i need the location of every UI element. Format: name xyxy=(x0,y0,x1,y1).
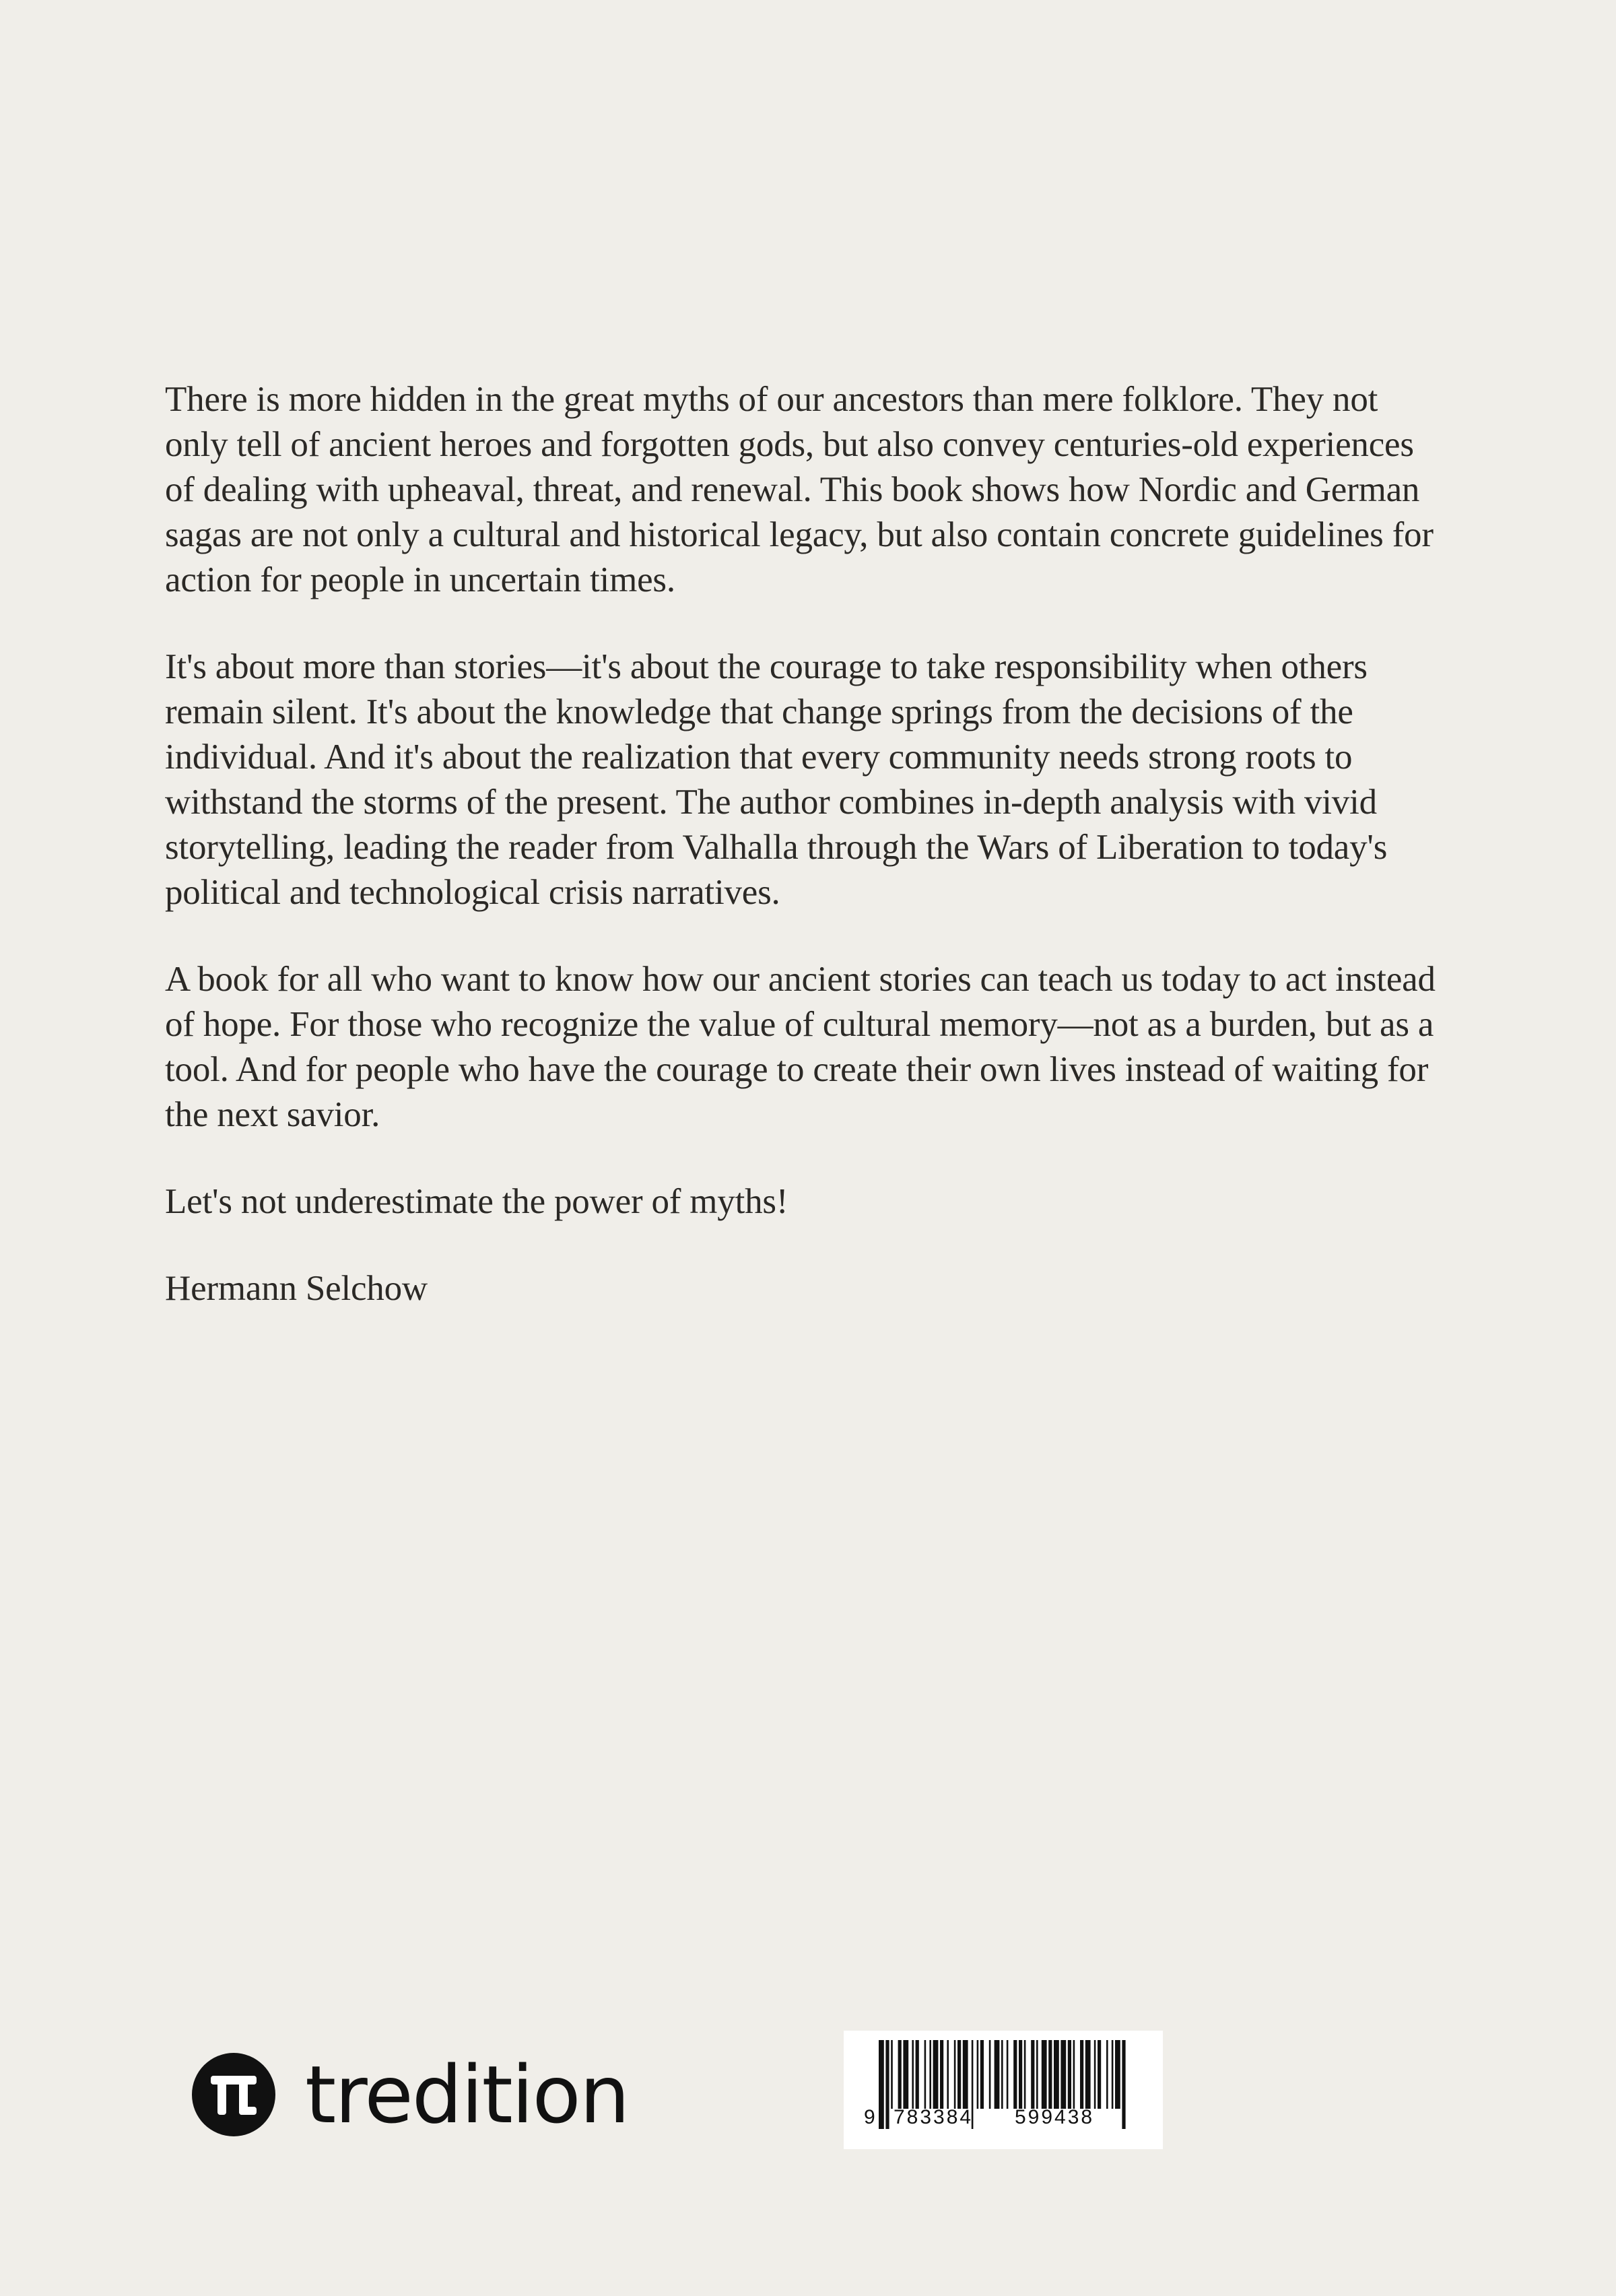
barcode-bar xyxy=(1060,2040,1066,2109)
publisher-name: tredition xyxy=(305,2048,629,2141)
barcode-bar xyxy=(957,2040,961,2109)
barcode-bar xyxy=(1073,2040,1075,2109)
barcode-bar xyxy=(1042,2040,1047,2109)
barcode-bar xyxy=(1106,2040,1108,2109)
isbn-barcode xyxy=(844,2031,1163,2149)
barcode-lead-digit: 9 xyxy=(864,2106,877,2128)
barcode-bar xyxy=(924,2040,927,2109)
barcode-bar xyxy=(940,2040,943,2109)
barcode-bar xyxy=(1048,2040,1052,2109)
barcode-bar xyxy=(1013,2040,1017,2109)
barcode-bar xyxy=(912,2040,914,2109)
barcode-bar xyxy=(885,2040,889,2129)
author-signature: Hermann Selchow xyxy=(165,1269,428,1308)
barcode-bar xyxy=(947,2040,949,2109)
barcode-bar xyxy=(995,2040,1000,2109)
blurb-paragraph-1: There is more hidden in the great myths of our ancestors than mere folklore. They not only tell of ancient heroes and forgotten gods, but also convey centuries-old experiences of dealing with upheaval, threat, and renewal. This book shows how Nordic and German sagas are not only a cultural and historical legacy, but also contain concrete guidelines for action for people in uncertain times. xyxy=(165,380,1434,599)
blurb-paragraph-2: It's about more than stories—it's about the courage to take responsibility when others remain silent. It's about the knowledge that change springs from the decisions of the individual. And it's about the realization that every community needs strong roots to withstand the storms of the present. The author combines in-depth analysis with vivid storytelling, leading the reader from Valhalla through the Wars of Liberation to today's political and technological crisis narratives. xyxy=(165,647,1388,912)
barcode-bar xyxy=(891,2040,893,2109)
barcode-bar xyxy=(1115,2040,1120,2109)
barcode-bar xyxy=(1098,2040,1101,2109)
barcode-bar xyxy=(980,2040,984,2109)
cover-blurb xyxy=(165,377,1444,1311)
barcode-bar xyxy=(898,2040,902,2109)
barcode-bar xyxy=(933,2040,939,2109)
barcode-bar xyxy=(1122,2040,1125,2129)
blurb-paragraph-3: A book for all who want to know how our ancient stories can teach us today to act instead of hope. For those who recognize the value of cultural memory—not as a burden, but as a tool. And for people who have the courage to create their own lives instead of waiting for the next savior. xyxy=(165,960,1436,1134)
barcode-bar xyxy=(989,2040,991,2109)
barcode-bar xyxy=(954,2040,956,2109)
barcode-bar xyxy=(879,2040,884,2129)
barcode-bar xyxy=(1054,2040,1059,2109)
barcode-bar xyxy=(1112,2040,1114,2109)
barcode-bar xyxy=(903,2040,908,2109)
publisher-logo xyxy=(192,2048,629,2141)
blurb-closing-line: Let's not underestimate the power of myths! xyxy=(165,1182,788,1221)
tredition-logo-icon xyxy=(192,2053,275,2136)
barcode-bar xyxy=(1001,2040,1003,2109)
barcode-bar xyxy=(977,2040,979,2109)
barcode-right-digits: 599438 xyxy=(1015,2106,1095,2128)
barcode-bar xyxy=(916,2040,919,2109)
barcode-bar xyxy=(963,2040,968,2109)
barcode-bars xyxy=(844,2031,1163,2149)
barcode-bar xyxy=(1007,2040,1009,2109)
barcode-bar xyxy=(1068,2040,1071,2109)
barcode-bar xyxy=(1031,2040,1034,2109)
barcode-bar xyxy=(1085,2040,1091,2109)
barcode-bar xyxy=(929,2040,931,2109)
barcode-bar xyxy=(1024,2040,1026,2109)
barcode-bar xyxy=(1080,2040,1083,2109)
barcode-bar xyxy=(1019,2040,1022,2109)
barcode-bar xyxy=(1094,2040,1096,2109)
barcode-bar xyxy=(1036,2040,1038,2109)
barcode-left-digits: 783384 xyxy=(894,2106,974,2128)
